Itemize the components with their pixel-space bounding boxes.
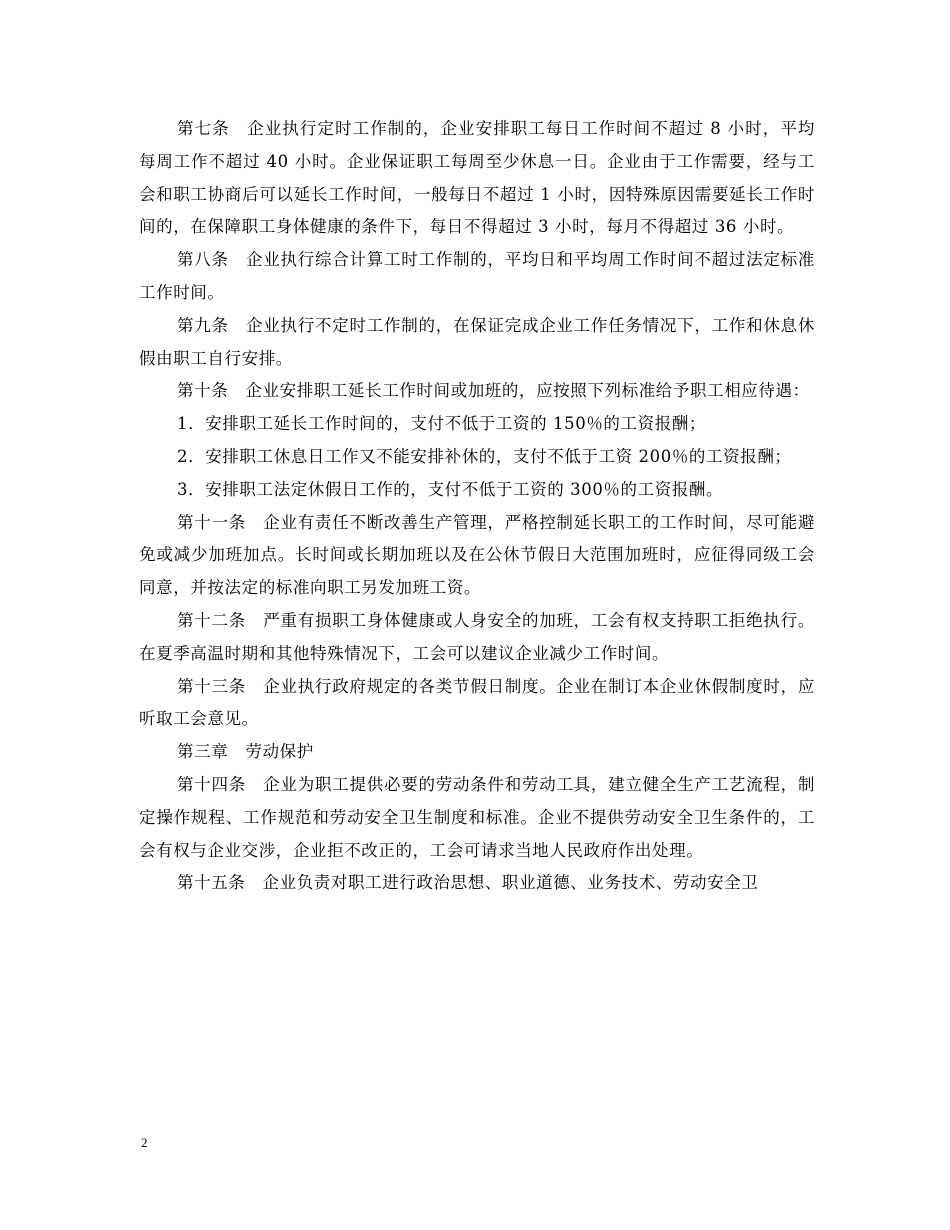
list-item-1: 1．安排职工延长工作时间的，支付不低于工资的 150％的工资报酬； (177, 414, 707, 434)
chapter-3-heading: 第三章 劳动保护 (177, 742, 314, 762)
article-15-paragraph: 第十五条 企业负责对职工进行政治思想、职业道德、业务技术、劳动安全卫 (177, 873, 759, 893)
list-item-2: 2．安排职工休息日工作又不能安排补休的，支付不低于工资 200％的工资报酬； (177, 446, 792, 466)
article-9-paragraph: 第九条 企业执行不定时工作制的，在保证完成企业工作任务情况下，工作和休息休假由职工自行安排。 (139, 315, 815, 368)
article-7-paragraph: 第七条 企业执行定时工作制的，企业安排职工每日工作时间不超过 8 小时，平均每周工作不超过 40 小时。企业保证职工每周至少休息一日。企业由于工作需要，经与工会和职工协商后可以延长工作时间，一般每日不超过 1 小时，因特殊原因需要延长工作时间的，在保障职工身体健康的条件下，每日不得超过 3 小时，每月不得超过 36 小时。 (139, 119, 815, 237)
document-body (139, 113, 815, 900)
article-13-paragraph: 第十三条 企业执行政府规定的各类节假日制度。企业在制订本企业休假制度时，应听取工会意见。 (139, 676, 815, 729)
article-11-paragraph: 第十一条 企业有责任不断改善生产管理，严格控制延长职工的工作时间，尽可能避免或减少加班加点。长时间或长期加班以及在公休节假日大范围加班时，应征得同级工会同意，并按法定的标准向职工另发加班工资。 (139, 512, 815, 598)
article-14-paragraph: 第十四条 企业为职工提供必要的劳动条件和劳动工具，建立健全生产工艺流程，制定操作规程、工作规范和劳动安全卫生制度和标准。企业不提供劳动安全卫生条件的，工会有权与企业交涉，企业拒不改正的，工会可请求当地人民政府作出处理。 (139, 774, 815, 860)
article-12-paragraph: 第十二条 严重有损职工身体健康或人身安全的加班，工会有权支持职工拒绝执行。在夏季高温时期和其他特殊情况下，工会可以建议企业减少工作时间。 (139, 610, 815, 663)
article-10-paragraph: 第十条 企业安排职工延长工作时间或加班的，应按照下列标准给予职工相应待遇： (177, 381, 810, 401)
list-item-3: 3．安排职工法定休假日工作的，支付不低于工资的 300％的工资报酬。 (177, 479, 724, 499)
page-number: 2 (141, 1135, 148, 1150)
article-8-paragraph: 第八条 企业执行综合计算工时工作制的，平均日和平均周工作时间不超过法定标准工作时间。 (139, 250, 815, 302)
